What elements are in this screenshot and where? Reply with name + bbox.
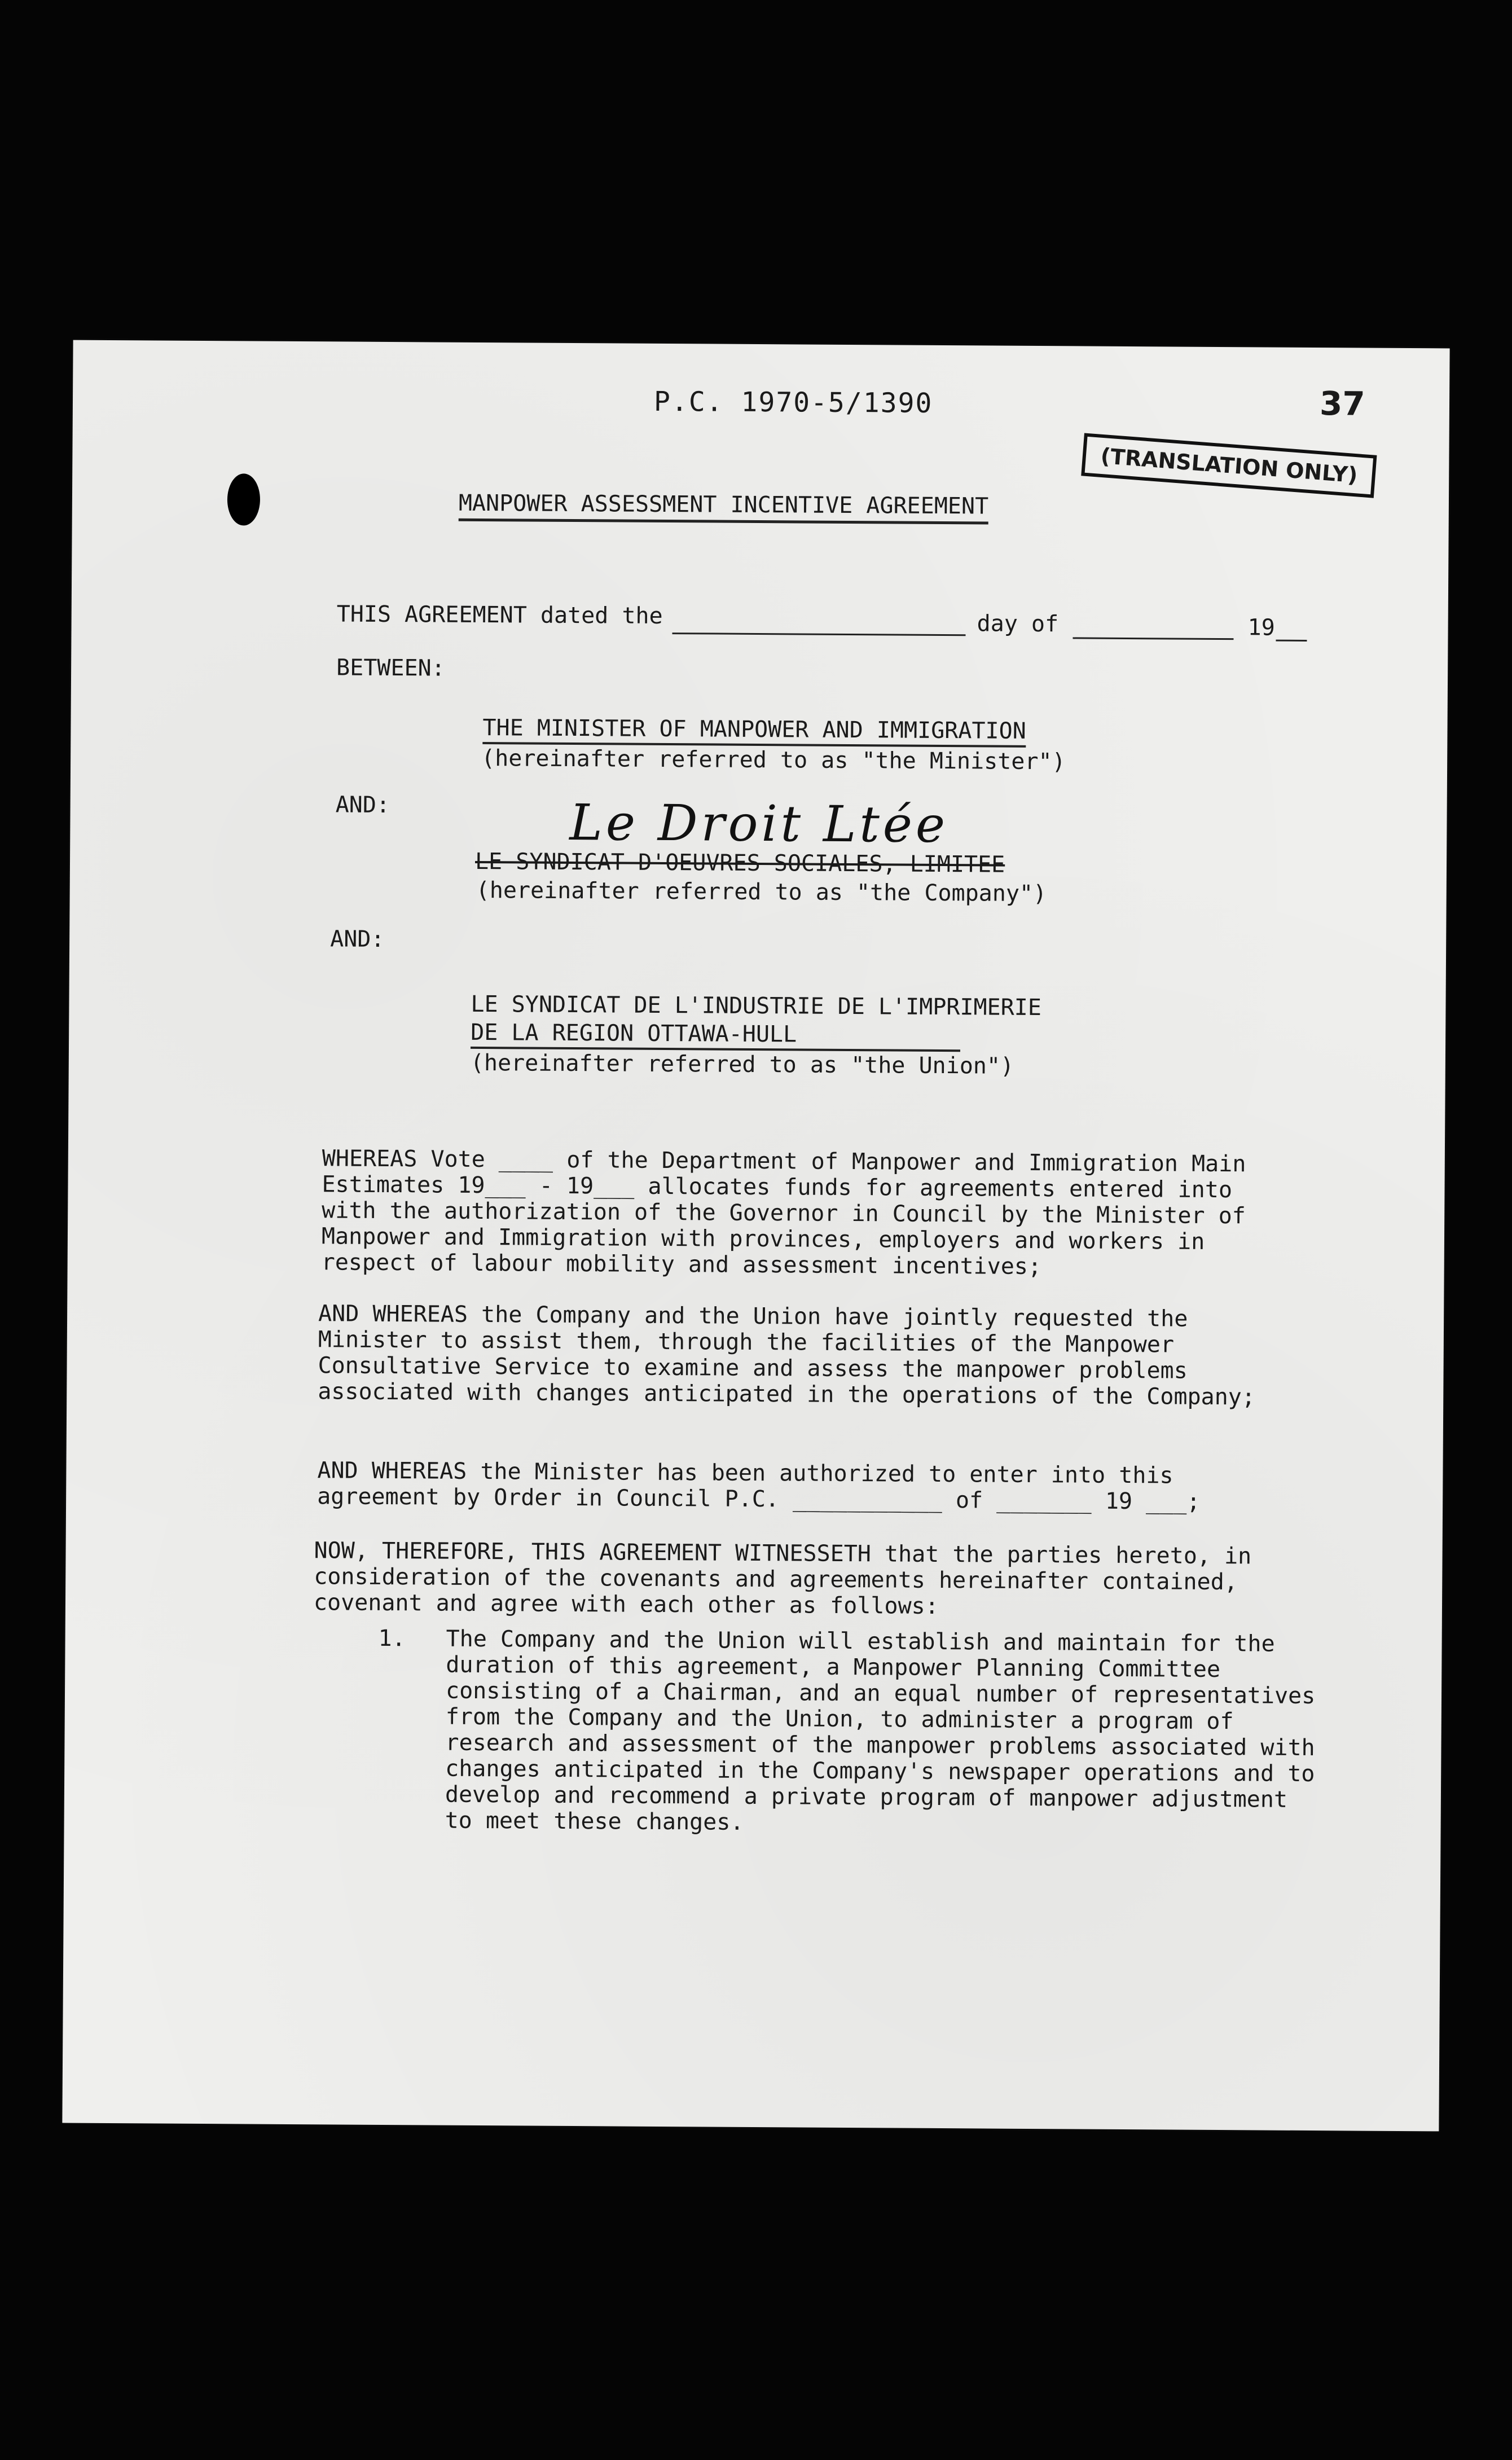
party2-handwritten-name: Le Droit Ltée bbox=[569, 793, 949, 854]
whereas-paragraph-2: AND WHEREAS the Company and the Union have jointly requested the Minister to assist them, through the facilities of the Manpower Consultative Service to examine and assess the manpower problems associated with changes anticipated in the operations of the Company; bbox=[318, 1301, 1256, 1411]
party2-reference: (hereinafter referred to as "the Company") bbox=[476, 877, 1047, 907]
clause-1-text: The Company and the Union will establish and maintain for the duration of this agreement, a Manpower Planning Committee consisting of a Chairman, and an equal number of representatives from the Company and the Union, to administer a program of research and assessment of the manpower problems associated with changes anticipated in the Company's newspaper operations and to develop and recommend a private program of manpower adjustment to meet these changes. bbox=[445, 1626, 1316, 1835]
party3-reference: (hereinafter referred to as "the Union") bbox=[470, 1049, 1014, 1079]
document-title: MANPOWER ASSESSMENT INCENTIVE AGREEMENT bbox=[459, 490, 989, 525]
therefore-paragraph: NOW, THEREFORE, THIS AGREEMENT WITNESSETH that the parties hereto, in consideration of the covenants and agreements hereinafter contained, covenant and agree with each other as follows: bbox=[313, 1537, 1252, 1619]
date-day-blank bbox=[673, 632, 966, 636]
dated-label: THIS AGREEMENT dated the bbox=[336, 601, 663, 629]
clause-1-number: 1. bbox=[378, 1625, 406, 1652]
document-page bbox=[62, 340, 1449, 2132]
year-label: 19 bbox=[1247, 614, 1275, 641]
whereas-paragraph-3: AND WHEREAS the Minister has been authorized to enter into this agreement by Order in Council P.C. ___________ of _______ 19 ___; bbox=[317, 1457, 1201, 1515]
party2-struck-name: LE SYNDICAT D'OEUVRES SOCIALES, LIMITEE bbox=[474, 848, 1005, 878]
ink-mark bbox=[227, 473, 261, 525]
whereas-paragraph-1: WHEREAS Vote ____ of the Department of Manpower and Immigration Main Estimates 19___ - 19___ allocates funds for agreements entered into with the authorization of the Governor in Council by the Minister of Manpower and Immigration with provinces, employers and workers in respect of labour mobility and assessment incentives; bbox=[321, 1145, 1246, 1280]
date-year-blank bbox=[1276, 640, 1307, 642]
party1-reference: (hereinafter referred to as "the Minister") bbox=[481, 745, 1066, 775]
date-month-blank bbox=[1073, 637, 1233, 640]
page-number: 37 bbox=[1319, 384, 1365, 423]
party3-name-line1: LE SYNDICAT DE L'INDUSTRIE DE L'IMPRIMERIE bbox=[471, 991, 1042, 1021]
translation-stamp: (TRANSLATION ONLY) bbox=[1081, 433, 1377, 498]
pc-number: P.C. 1970-5/1390 bbox=[653, 385, 933, 419]
day-of-label: day of bbox=[977, 610, 1059, 638]
party1-name: THE MINISTER OF MANPOWER AND IMMIGRATION bbox=[482, 715, 1026, 748]
and-label-2: AND: bbox=[330, 926, 385, 952]
between-label: BETWEEN: bbox=[336, 654, 445, 682]
party3-name-line2: DE LA REGION OTTAWA-HULL bbox=[471, 1020, 960, 1052]
and-label-1: AND: bbox=[335, 792, 390, 819]
